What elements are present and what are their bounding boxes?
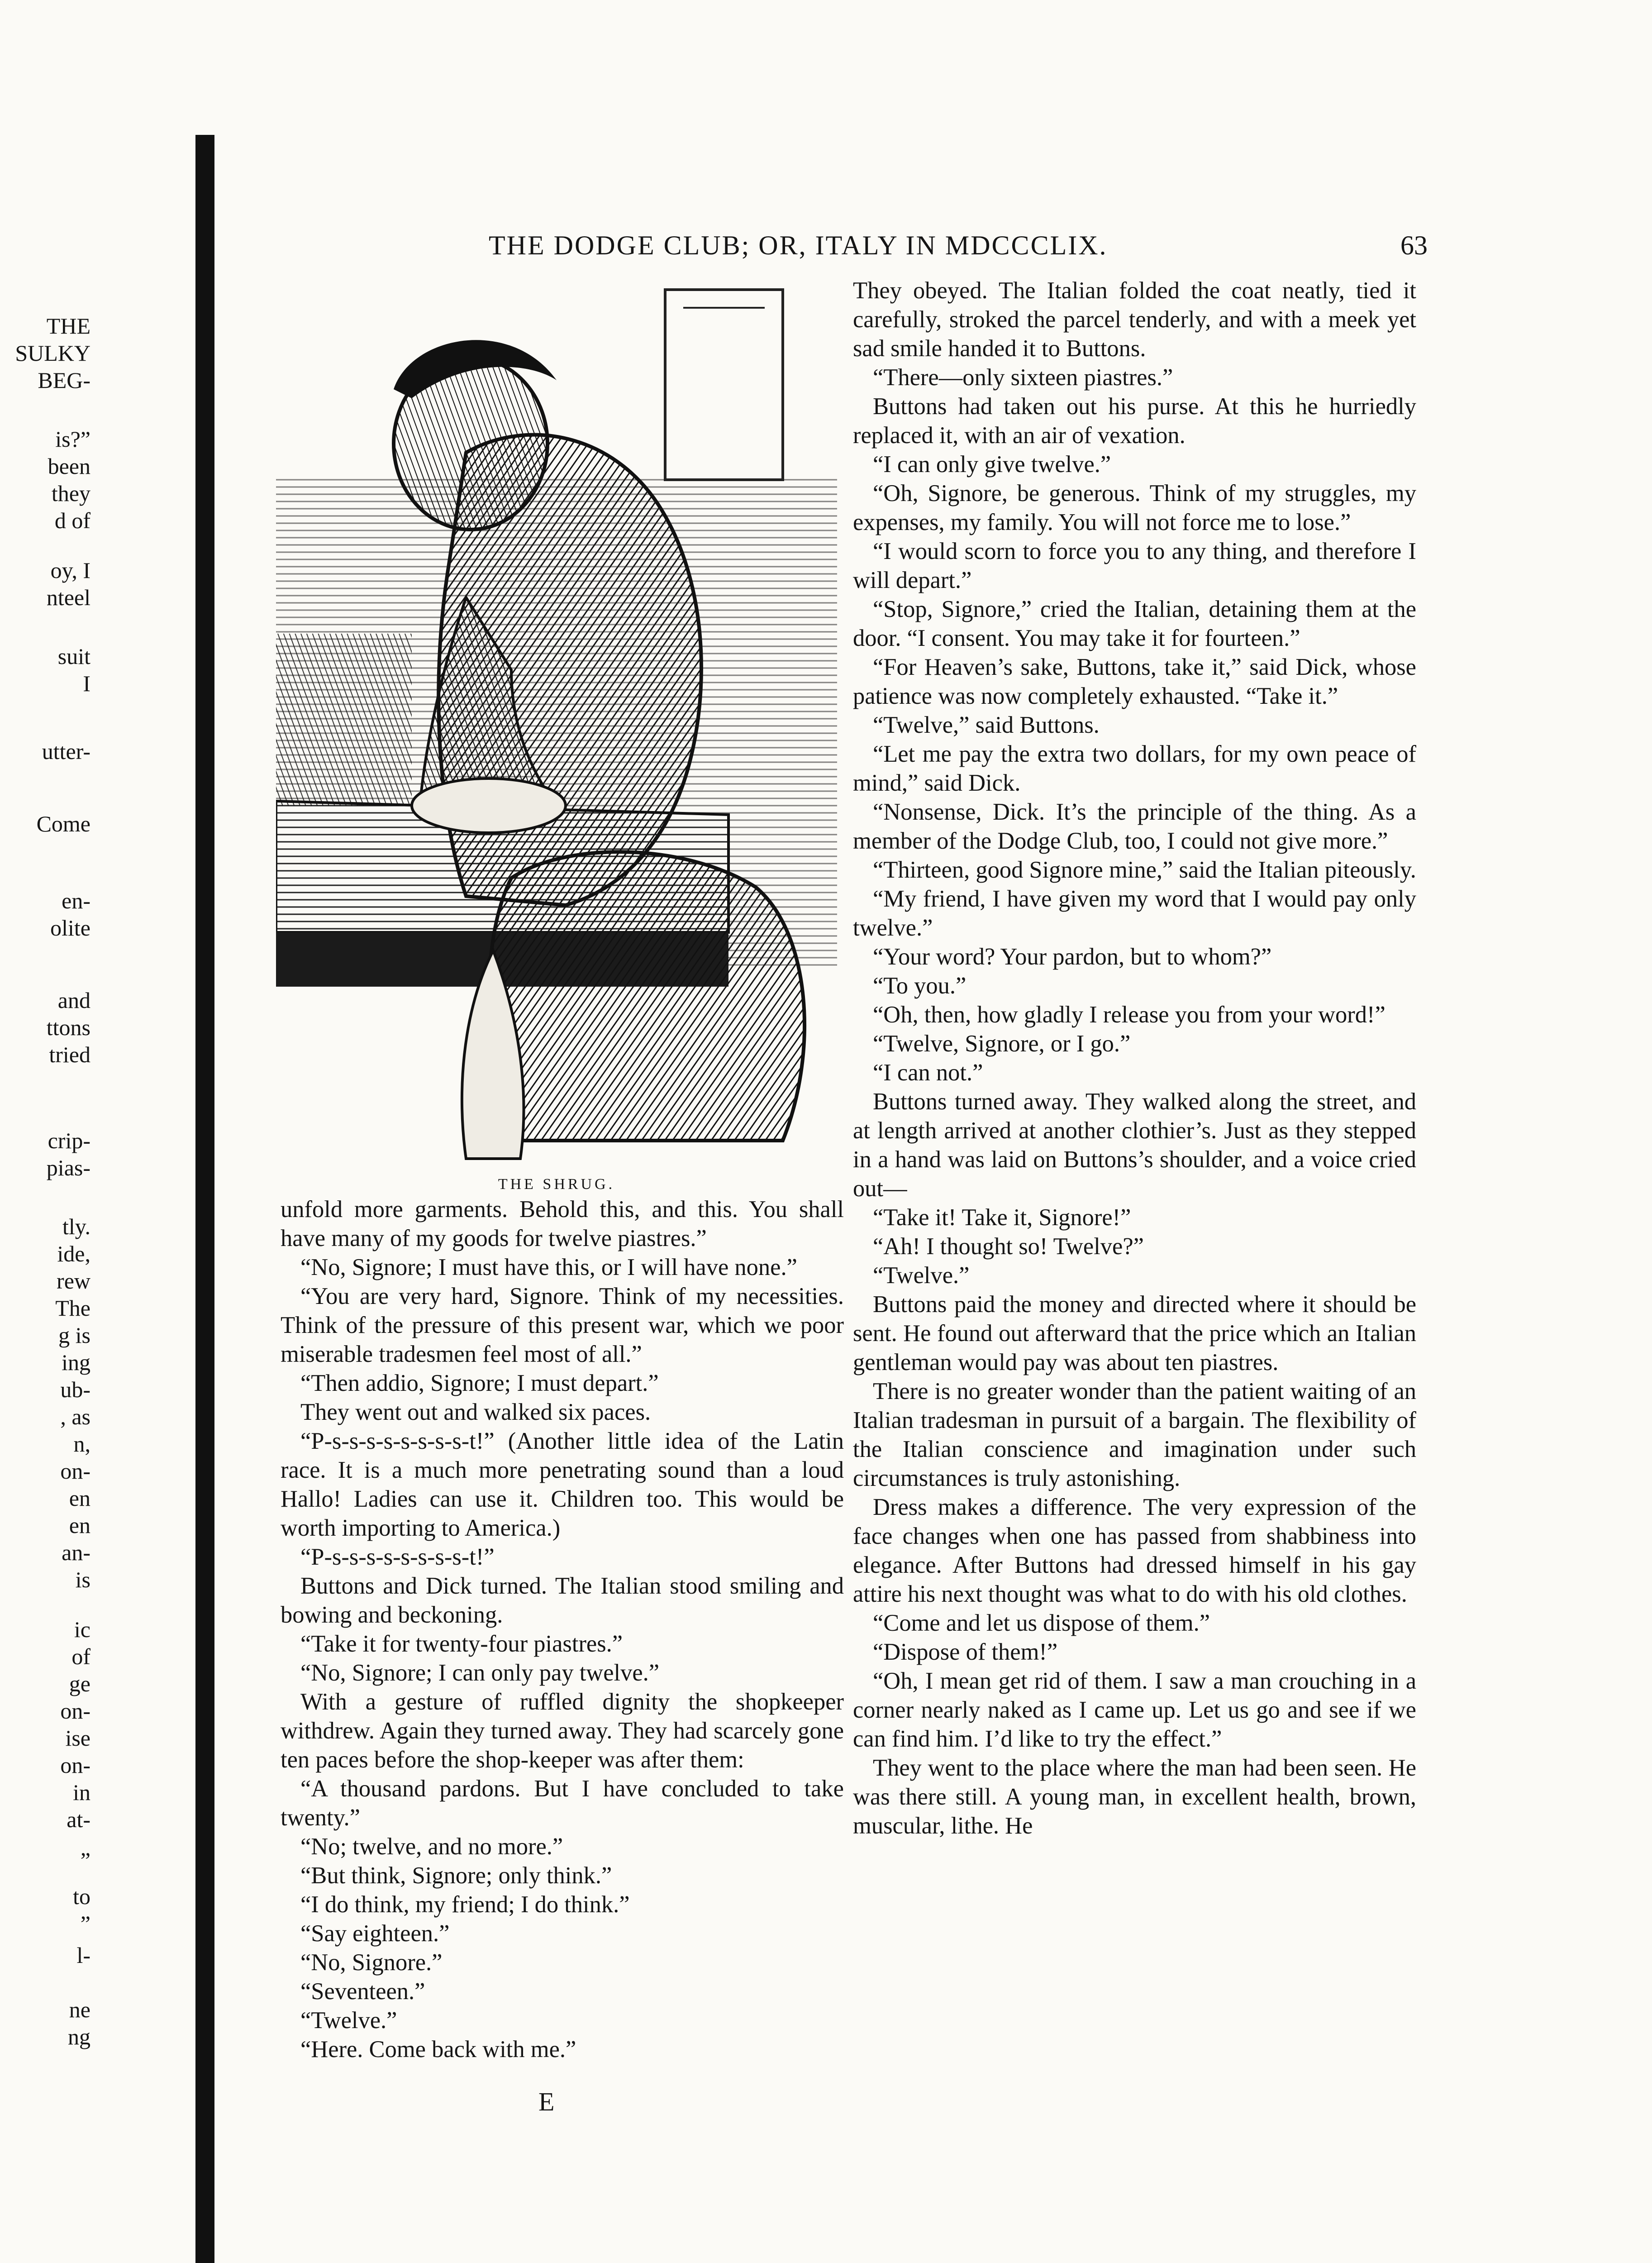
gutter-fragment: ing [62, 1350, 90, 1375]
gutter-fragment: en [69, 1485, 90, 1511]
gutter-fragment: they [51, 481, 90, 506]
gutter-fragment: , as [60, 1404, 90, 1429]
gutter-fragment: in [73, 1780, 90, 1805]
gutter-fragment: ge [69, 1671, 90, 1696]
gutter-fragment: and [57, 988, 90, 1013]
illustration-caption: THE SHRUG. [498, 1176, 615, 1193]
paragraph: They went to the place where the man had been seen. He was there still. A young man, in excellent health, brown, muscular, lithe. He [853, 1755, 1416, 1839]
gutter-fragment: suit [57, 644, 90, 669]
gutter-fragment: ise [65, 1725, 90, 1751]
paragraph: “My friend, I have given my word that I would pay only twelve.” [853, 886, 1416, 941]
gutter-fragment: en [69, 1513, 90, 1538]
gutter-fragment: n, [73, 1431, 90, 1456]
gutter-fragment: of [71, 1644, 90, 1669]
gutter-fragment: l- [76, 1943, 90, 1968]
paragraph: “No; twelve, and no more.” [300, 1833, 563, 1860]
paragraph: “Twelve,” said Buttons. [873, 712, 1100, 738]
paragraph: “Ah! I thought so! Twelve?” [873, 1233, 1144, 1260]
paragraph: “No, Signore; I must have this, or I will have none.” [300, 1254, 797, 1280]
paragraph: “Seventeen.” [300, 1978, 425, 2005]
page-header [489, 230, 1428, 271]
paragraph: They obeyed. The Italian folded the coat neatly, tied it carefully, stroked the parcel tenderly, and with a meek yet sad smile handed it to Buttons. [853, 277, 1416, 362]
paragraph: “You are very hard, Signore. Think of my necessities. Think of the pressure of this present war, which we poor miserable tradesmen feel most of all.” [281, 1283, 844, 1367]
paragraph: “No, Signore; I can only pay twelve.” [300, 1660, 660, 1686]
paragraph: Buttons and Dick turned. The Italian stood smiling and bowing and beckoning. [281, 1573, 844, 1628]
gutter-fragment: at- [67, 1807, 90, 1832]
engraving-the-shrug [276, 281, 837, 1168]
gutter-fragment: olite [50, 915, 90, 941]
paragraph: “Nonsense, Dick. It’s the principle of the thing. As a member of the Dodge Club, too, I could not give more.” [853, 799, 1416, 854]
paragraph: “But think, Signore; only think.” [300, 1862, 612, 1889]
paragraph: “I can not.” [873, 1060, 983, 1086]
paragraph: They went out and walked six paces. [300, 1399, 651, 1425]
gutter-fragment: on- [60, 1752, 90, 1778]
paragraph: “Stop, Signore,” cried the Italian, detaining them at the door. “I consent. You may take it for fourteen.” [853, 596, 1416, 651]
running-title: THE DODGE CLUB; OR, ITALY IN MDCCCLIX. [489, 230, 1108, 260]
signature-mark: E [538, 2087, 555, 2116]
paragraph: “There—only sixteen piastres.” [873, 364, 1173, 391]
gutter-fragment: ne [69, 1997, 90, 2022]
gutter-fragment: Come [36, 811, 90, 836]
paragraph: “Take it for twenty-four piastres.” [300, 1631, 623, 1657]
gutter-fragment: is?” [55, 426, 90, 452]
paragraph: Buttons had taken out his purse. At this he hurriedly replaced it, with an air of vexation. [853, 393, 1416, 449]
paragraph: “For Heaven’s sake, Buttons, take it,” said Dick, whose patience was now completely exhausted. “Take it.” [853, 654, 1416, 709]
gutter-fragment: on- [60, 1458, 90, 1484]
gutter-fragment: en- [62, 888, 90, 913]
gutter-fragment: pias- [46, 1155, 90, 1180]
paragraph: “A thousand pardons. But I have concluded to take twenty.” [281, 1776, 844, 1831]
paragraph: “Let me pay the extra two dollars, for my own peace of mind,” said Dick. [853, 741, 1416, 796]
paragraph: “I do think, my friend; I do think.” [300, 1891, 630, 1918]
gutter-fragment: ng [68, 2024, 90, 2049]
gutter-fragment: d of [54, 508, 90, 533]
engraving-drawing [276, 281, 837, 1168]
paragraph: “Twelve.” [300, 2007, 397, 2034]
paragraph: “Take it! Take it, Signore!” [873, 1204, 1131, 1231]
paragraph: “Twelve, Signore, or I go.” [873, 1031, 1131, 1057]
paragraph: “Here. Come back with me.” [300, 2036, 576, 2062]
gutter-fragment: ub- [60, 1377, 90, 1402]
paragraph: “Come and let us dispose of them.” [873, 1610, 1210, 1636]
paragraph: Dress makes a difference. The very expression of the face changes when one has passed from shabbiness into elegance. After Buttons had dressed himself in his gay attire his next thought was what to do with his old clothes. [853, 1494, 1416, 1607]
paragraph: “Thirteen, good Signore mine,” said the Italian piteously. [873, 857, 1416, 883]
gutter-fragment: BEG- [38, 368, 90, 393]
gutter-fragment: ic [74, 1617, 90, 1642]
page-number: 63 [1400, 230, 1428, 260]
paragraph: “Oh, then, how gladly I release you from your word!” [873, 1002, 1385, 1028]
paragraph: “P-s-s-s-s-s-s-s-s-t!” (Another little idea of the Latin race. It is a much more penetrating sound than a loud Hallo! Ladies can use it. Children too. This would be worth importing to America.) [281, 1428, 844, 1541]
paragraph: “Oh, I mean get rid of them. I saw a man crouching in a corner nearly naked as I came up. Let us go and see if we can find him. I’d like to try the effect.” [853, 1668, 1416, 1752]
gutter-fragment: nteel [46, 585, 90, 610]
gutter-fragment: oy, I [50, 558, 90, 583]
gutter-fragment: rew [57, 1268, 90, 1294]
paragraph: “Oh, Signore, be generous. Think of my struggles, my expenses, my family. You will not force me to lose.” [853, 480, 1416, 535]
paragraph: “Your word? Your pardon, but to whom?” [873, 944, 1272, 970]
gutter-fragment: The [55, 1295, 90, 1321]
paragraph: With a gesture of ruffled dignity the shopkeeper withdrew. Again they turned away. They had scarcely gone ten paces before the shop-keeper was after them: [281, 1689, 844, 1773]
gutter-fragment: ide, [57, 1241, 90, 1266]
facing-page-fragments [5, 312, 90, 1706]
paragraph: Buttons paid the money and directed where it should be sent. He found out afterward that the price which an Italian gentleman would pay was about ten piastres. [853, 1291, 1416, 1375]
paragraph: “Say eighteen.” [300, 1920, 450, 1947]
paragraph: unfold more garments. Behold this, and this. You shall have many of my goods for twelve piastres.” [281, 1196, 844, 1251]
gutter-fragment: g is [58, 1322, 90, 1348]
paragraph: Buttons turned away. They walked along the street, and at length arrived at another clothier’s. Just as they stepped in a hand was laid on Buttons’s shoulder, and a voice cried out— [853, 1089, 1416, 1202]
gutter-fragment: ” [80, 1911, 90, 1936]
right-column-text [853, 276, 1416, 1840]
gutter-fragment: ” [80, 1848, 90, 1873]
paragraph: “Twelve.” [873, 1262, 970, 1289]
paragraph: “Dispose of them!” [873, 1639, 1058, 1665]
gutter-fragment: crip- [48, 1128, 90, 1153]
paragraph: “To you.” [873, 973, 966, 999]
paragraph: “Then addio, Signore; I must depart.” [300, 1370, 659, 1396]
gutter-fragment: ttons [46, 1015, 90, 1040]
gutter-fragment: tried [49, 1042, 90, 1067]
gutter-fragment: tly. [62, 1214, 90, 1239]
gutter-fragment: on- [60, 1698, 90, 1724]
paragraph: “P-s-s-s-s-s-s-s-s-t!” [300, 1544, 495, 1570]
facing-page-fragments-lower [5, 1697, 90, 2195]
paragraph: There is no greater wonder than the patient waiting of an Italian tradesman in pursuit of a bargain. The flexibility of the Italian conscience and imagination under such circumstances is truly astonishing. [853, 1378, 1416, 1491]
paragraph: “No, Signore.” [300, 1949, 443, 1976]
gutter-fragment: utter- [42, 739, 90, 764]
paragraph: “I would scorn to force you to any thing, and therefore I will depart.” [853, 538, 1416, 593]
binding-spine [195, 135, 214, 2263]
gutter-fragment: been [48, 454, 90, 479]
left-column-text [281, 1195, 844, 2064]
gutter-fragment: THE [46, 313, 90, 339]
gutter-fragment: I [83, 671, 90, 696]
gutter-fragment: to [73, 1884, 90, 1909]
gutter-fragment: is [75, 1567, 90, 1592]
gutter-fragment: an- [62, 1540, 90, 1565]
gutter-fragment: SULKY [15, 340, 90, 366]
paragraph: “I can only give twelve.” [873, 451, 1111, 477]
